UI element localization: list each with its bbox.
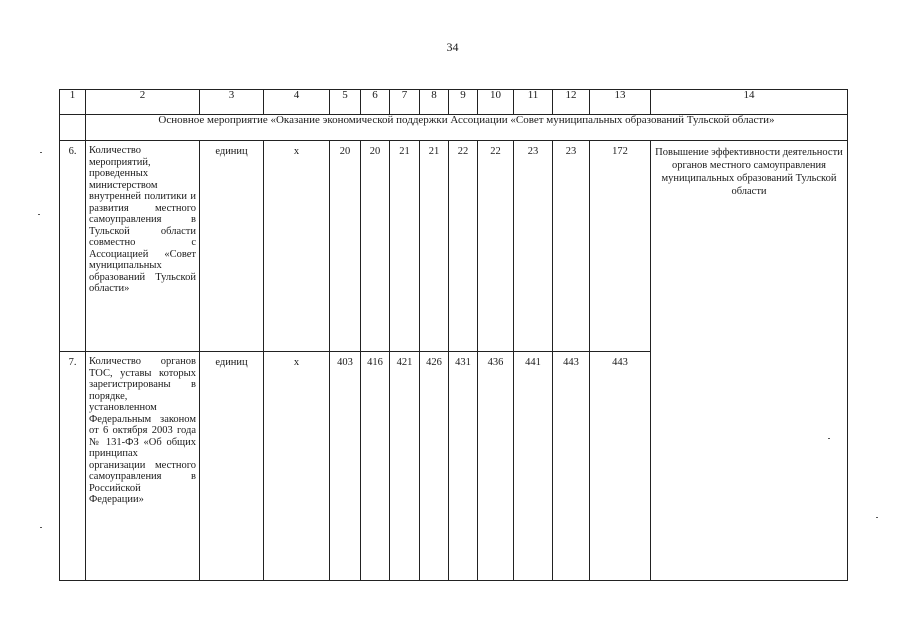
header-cell: 2 (86, 90, 200, 115)
header-cell: 10 (478, 90, 514, 115)
value-cell: 416 (361, 352, 390, 581)
total-cell: 443 (590, 352, 651, 581)
base-value-cell: х (264, 352, 330, 581)
value-cell: 426 (420, 352, 449, 581)
header-cell: 8 (420, 90, 449, 115)
section-row (60, 115, 848, 141)
header-cell: 12 (553, 90, 590, 115)
base-value-cell: х (264, 141, 330, 352)
unit-cell: единиц (200, 141, 264, 352)
value-cell: 22 (449, 141, 478, 352)
value-cell: 403 (330, 352, 361, 581)
header-row (60, 90, 848, 115)
unit-cell: единиц (200, 352, 264, 581)
section-title: Основное мероприятие «Оказание экономической поддержки Ассоциации «Совет муниципальных образований Тульской области» (86, 115, 848, 141)
header-cell: 5 (330, 90, 361, 115)
value-cell: 20 (361, 141, 390, 352)
header-cell: 3 (200, 90, 264, 115)
page-number: 34 (446, 40, 459, 54)
header-cell: 9 (449, 90, 478, 115)
indicator-description: Количество органов ТОС, уставы которых зарегистрированы в порядке, установленном Федеральным законом от 6 октября 2003 года № 131-ФЗ «Об общих принципах организации местного самоуправления в Российской Федерации» (86, 352, 200, 581)
value-cell: 436 (478, 352, 514, 581)
value-cell: 431 (449, 352, 478, 581)
scan-speck (40, 152, 42, 153)
header-cell: 14 (651, 90, 848, 115)
value-cell: 421 (390, 352, 420, 581)
value-cell: 23 (553, 141, 590, 352)
scan-speck (828, 438, 830, 439)
table-row (60, 141, 848, 352)
indicator-description: Количество мероприятий, проведенных министерством внутренней политики и развития местного самоуправления в Тульской области совместно с Ассоциацией «Совет муниципальных образований Тульской области» (86, 141, 200, 352)
value-cell: 441 (514, 352, 553, 581)
row-number: 7. (60, 352, 86, 581)
header-cell: 4 (264, 90, 330, 115)
value-cell: 443 (553, 352, 590, 581)
header-cell: 1 (60, 90, 86, 115)
section-empty-cell (60, 115, 86, 141)
value-cell: 20 (330, 141, 361, 352)
value-cell: 22 (478, 141, 514, 352)
header-cell: 13 (590, 90, 651, 115)
scan-speck (40, 527, 42, 528)
indicators-table (59, 89, 848, 581)
header-cell: 6 (361, 90, 390, 115)
row-number: 6. (60, 141, 86, 352)
value-cell: 21 (420, 141, 449, 352)
header-cell: 11 (514, 90, 553, 115)
header-cell: 7 (390, 90, 420, 115)
value-cell: 23 (514, 141, 553, 352)
scan-speck (38, 214, 40, 215)
expected-result-note: Повышение эффективности деятельности органов местного самоуправления муниципальных образований Тульской области (651, 141, 848, 581)
value-cell: 21 (390, 141, 420, 352)
total-cell: 172 (590, 141, 651, 352)
scan-speck (876, 517, 878, 518)
